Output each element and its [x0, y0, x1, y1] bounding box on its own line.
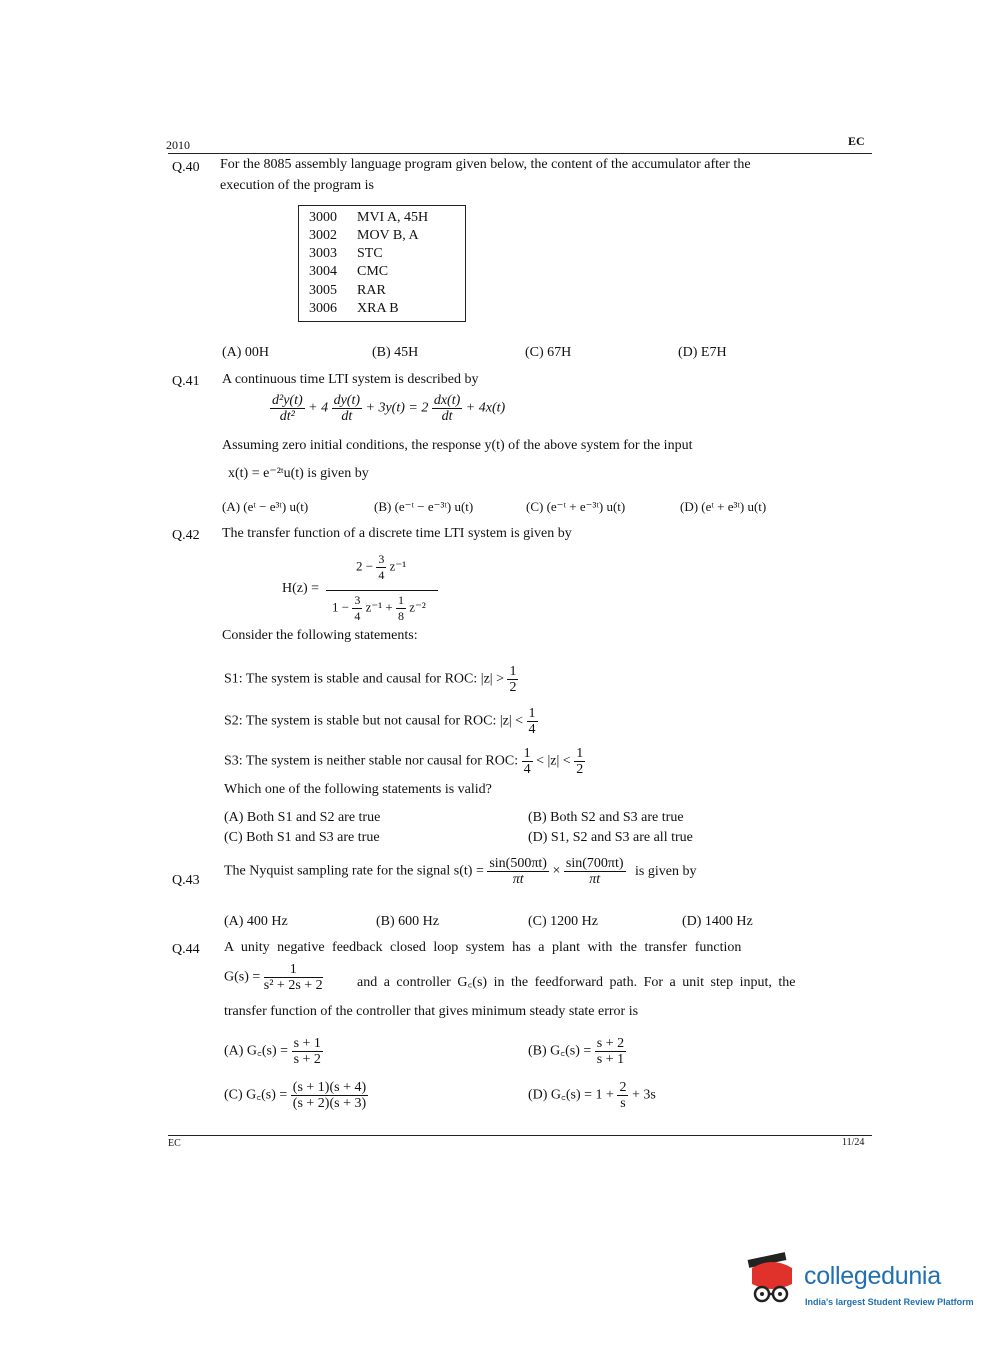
q42-fraction-bar: [326, 590, 438, 591]
q44-gs: G(s) = $\frac{1}{\text{s² + 2s + 2}}$: [224, 962, 323, 993]
q40-text-line1: For the 8085 assembly language program given below, the content of the accumulator after the: [220, 157, 751, 172]
q44-option-b: (B) G꜀(s) = $\frac{s + 2}{s + 1}$: [528, 1036, 625, 1067]
q40-option-c: (C) 67H: [525, 345, 572, 360]
program-line: 3004 CMC: [309, 264, 389, 279]
q44-text3: transfer function of the controller that gives minimum steady state error is: [224, 1004, 639, 1019]
q44-text2: and a controller G꜀(s) in the feedforward path. For a unit step input, the: [357, 975, 796, 990]
q44-option-a: (A) G꜀(s) = $\frac{s + 1}{s + 2}$: [224, 1036, 321, 1067]
program-line: 3006 XRA B: [309, 301, 399, 316]
q42-option-a: (A) Both S1 and S2 are true: [224, 810, 381, 825]
q40-option-a: (A) 00H: [222, 345, 270, 360]
q40-number: Q.40: [172, 160, 200, 175]
q42-option-b: (B) Both S2 and S3 are true: [528, 810, 684, 825]
q43-option-b: (B) 600 Hz: [376, 914, 439, 929]
q42-s1: S1: The system is stable and causal for ROC: |z| > $\frac{1}{2}$: [224, 664, 517, 695]
program-line: 3005 RAR: [309, 283, 386, 298]
q42-number: Q.42: [172, 528, 200, 543]
q42-which: Which one of the following statements is valid?: [224, 782, 492, 797]
footer-paper-code: EC: [168, 1138, 181, 1149]
q42-hz-label: H(z) =: [282, 581, 320, 596]
footer-page-number: 11/24: [842, 1137, 865, 1148]
q42-consider: Consider the following statements:: [222, 628, 418, 643]
q44-option-c: (C) G꜀(s) = $\frac{(s + 1)(s + 4)}{(s + 2)(s + 3)}$: [224, 1080, 367, 1111]
q40-program-box: [298, 205, 466, 322]
q40-option-d: (D) E7H: [678, 345, 727, 360]
q43-number: Q.43: [172, 873, 200, 888]
q41-option-a: (A) (eᵗ − e³ᵗ) u(t): [222, 499, 309, 514]
q43-option-c: (C) 1200 Hz: [528, 914, 598, 929]
q41-option-d: (D) (eᵗ + e³ᵗ) u(t): [680, 499, 767, 514]
q42-option-d: (D) S1, S2 and S3 are all true: [528, 830, 693, 845]
q43-option-d: (D) 1400 Hz: [682, 914, 753, 929]
q42-text: The transfer function of a discrete time LTI system is given by: [222, 526, 572, 541]
q42-denominator: 1 − $\frac{3}{4}$ z⁻¹ + $\frac{1}{8}$ z⁻²: [332, 593, 426, 623]
q44-option-d: (D) G꜀(s) = 1 + $\frac{2}{s}$ + 3s: [528, 1080, 656, 1111]
header-rule: [168, 153, 872, 154]
q42-s2: S2: The system is stable but not causal for ROC: |z| < $\frac{1}{4}$: [224, 706, 536, 737]
q41-number: Q.41: [172, 374, 200, 389]
q42-numerator: 2 − $\frac{3}{4}$ z⁻¹: [356, 552, 407, 582]
program-line: 3000 MVI A, 45H: [309, 210, 429, 225]
footer-rule: [168, 1135, 872, 1136]
q43-text-line: The Nyquist sampling rate for the signal s(t) = $\frac{\sin(500\pi t)}{\pi t}$ × $\frac{\sin(700\pi t)}{\pi t}$ is given by: [224, 856, 697, 887]
q42-s3: S3: The system is neither stable nor causal for ROC: $\frac{1}{4}$ < |z| < $\frac{1}{2}$: [224, 746, 584, 777]
q41-option-c: (C) (e⁻ᵗ + e⁻³ᵗ) u(t): [526, 499, 626, 514]
q41-option-b: (B) (e⁻ᵗ − e⁻³ᵗ) u(t): [374, 499, 474, 514]
brand-tagline: India's largest Student Review Platform: [805, 1297, 974, 1307]
q40-option-b: (B) 45H: [372, 345, 419, 360]
q41-text3: x(t) = e⁻²ᵗu(t) is given by: [228, 466, 369, 481]
header-paper-code: EC: [848, 134, 865, 148]
brand-name: collegedunia: [804, 1262, 941, 1290]
program-line: 3002 MOV B, A: [309, 228, 419, 243]
q41-equation: $\frac{\text{d²y(t)}}{\text{dt²}}$ + 4 $\frac{dy(t)}{dt}$ + 3y(t) = 2 $\frac{dx(t)}{dt}$ + 4x(t): [272, 393, 506, 424]
q40-text-line2: execution of the program is: [220, 178, 374, 193]
q44-number: Q.44: [172, 942, 200, 957]
brand-mascot-icon: [742, 1250, 802, 1314]
q41-text: A continuous time LTI system is described by: [222, 372, 479, 387]
q42-option-c: (C) Both S1 and S3 are true: [224, 830, 380, 845]
q43-option-a: (A) 400 Hz: [224, 914, 288, 929]
q44-text1: A unity negative feedback closed loop system has a plant with the transfer function: [224, 940, 742, 955]
program-line: 3003 STC: [309, 246, 383, 261]
header-year: 2010: [166, 138, 190, 152]
q41-text2: Assuming zero initial conditions, the response y(t) of the above system for the input: [222, 438, 693, 453]
